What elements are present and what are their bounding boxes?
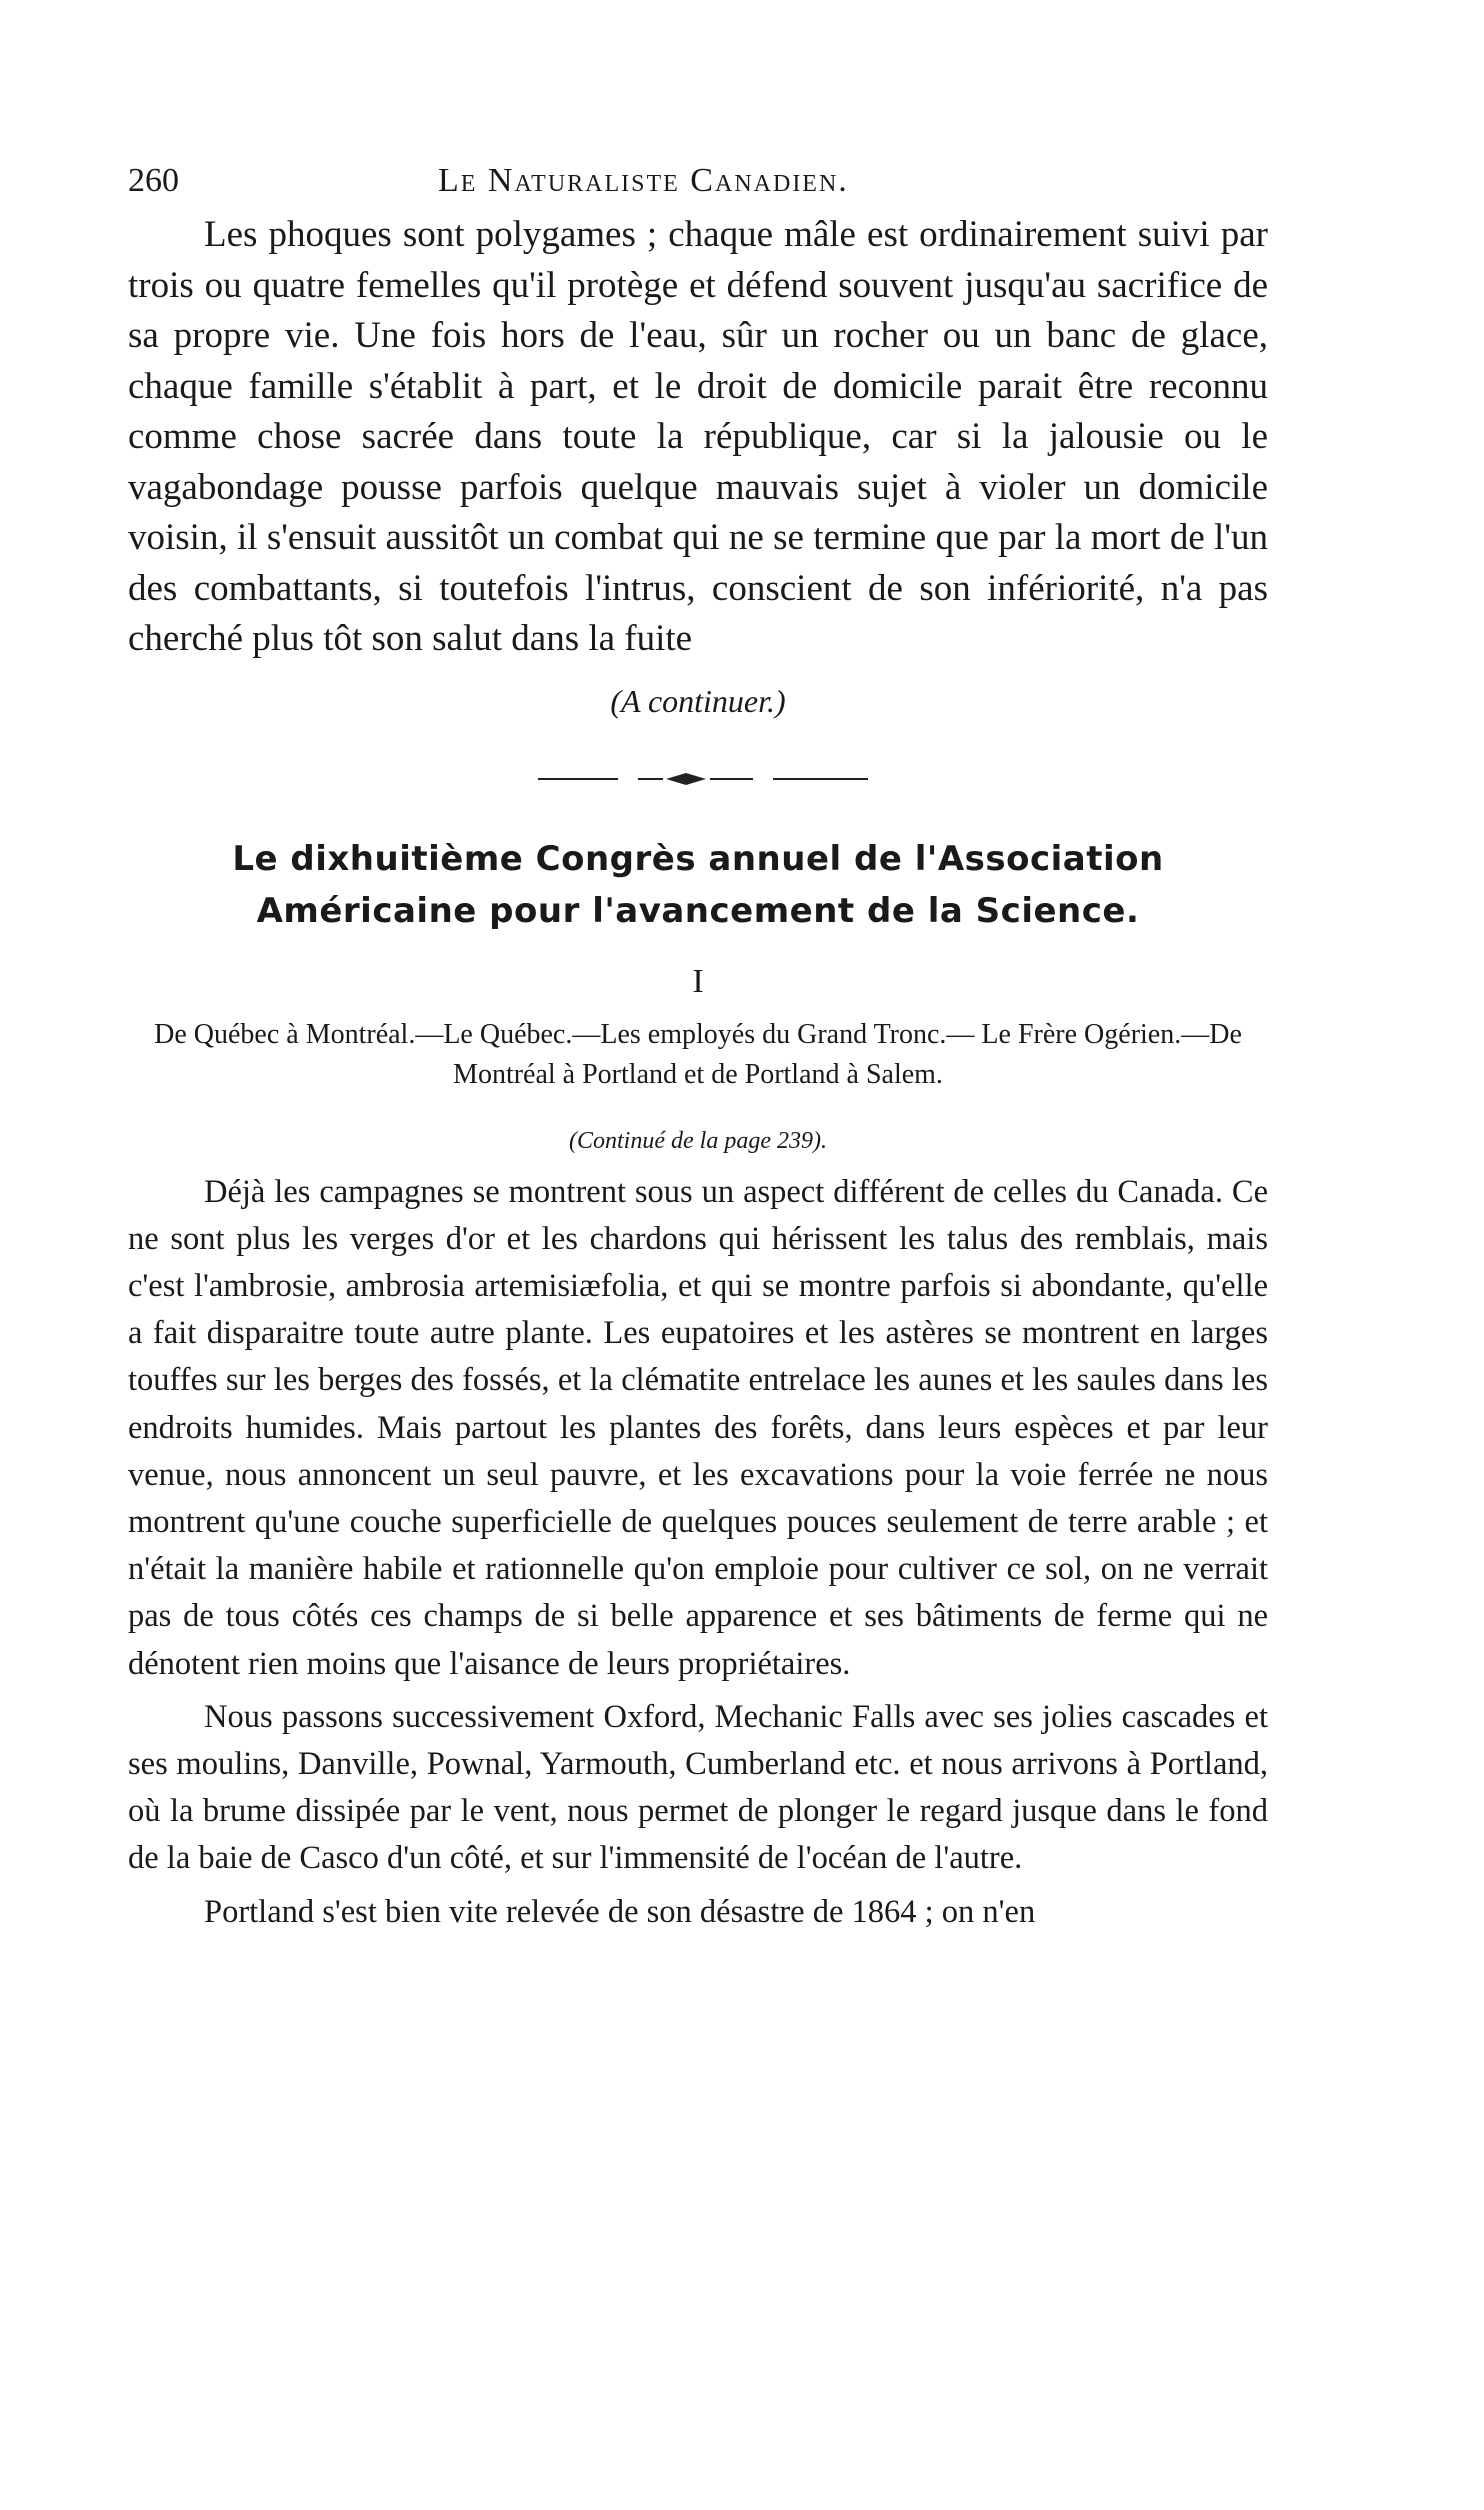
- section-number: I: [692, 962, 704, 1000]
- continuation-note: (A continuer.): [610, 682, 786, 719]
- divider-ornament-icon: [538, 769, 868, 789]
- article-paragraph: Portland s'est bien vite relevée de son désastre de 1864 ; on n'en: [204, 1893, 1036, 1930]
- article-body: [128, 1169, 1268, 1936]
- page-number: 260: [128, 162, 179, 199]
- section-summary: De Québec à Montréal.—Le Québec.—Les employés du Grand Tronc.— Le Frère Ogérien.—De Montréal à Portland et de Portland à Salem.: [154, 1018, 1242, 1090]
- document-page: [128, 150, 1268, 1936]
- seal-paragraph: Les phoques sont polygames ; chaque mâle est ordinairement suivi par trois ou quatre femelles qu'il protège et défend souvent jusqu'au sacrifice de sa propre vie. Une fois hors de l'eau, sûr un rocher ou un banc de glace, chaque famille s'établit à part, et le droit de domicile parait être reconnu comme chose sacrée dans toute la république, car si la jalousie ou le vagabondage pousse parfois quelque mauvais sujet à violer un domicile voisin, il s'ensuit aussitôt un combat qui ne se termine que par la mort de l'un des combattants, si toutefois l'intrus, conscient de son infériorité, n'a pas cherché plus tôt son salut dans la fuite: [128, 214, 1268, 659]
- article-title: Le dixhuitième Congrès annuel de l'Association Américaine pour l'avancement de la Science.: [232, 838, 1164, 931]
- running-header: [128, 150, 1268, 210]
- journal-title: Le Naturaliste Canadien.: [438, 162, 849, 199]
- section-divider-ornament: [128, 751, 1268, 811]
- article-paragraph: Déjà les campagnes se montrent sous un aspect différent de celles du Canada. Ce ne sont plus les verges d'or et les chardons qui hérissent les talus des remblais, mais c'est l'ambrosie, ambrosia artemisiæfolia, et qui se montre parfois si abondante, qu'elle a fait disparaitre toute autre plante. Les eupatoires et les astères se montrent en larges touffes sur les berges des fossés, et la clématite entrelace les aunes et les saules dans les endroits humides. Mais partout les plantes des forêts, dans leurs espèces et par leur venue, nous annoncent un seul pauvre, et les excavations pour la voie ferrée ne nous montrent qu'une couche superficielle de quelques pouces seulement de terre arable ; et n'était la manière habile et rationnelle qu'on emploie pour cultiver ce sol, on ne verrait pas de tous côtés ces champs de si belle apparence et ses bâtiments de ferme qui ne dénotent rien moins que l'aisance de leurs propriétaires.: [128, 1173, 1268, 1682]
- continued-from-note: (Continué de la page 239).: [569, 1127, 827, 1154]
- article-paragraph: Nous passons successivement Oxford, Mechanic Falls avec ses jolies cascades et ses moulins, Danville, Pownal, Yarmouth, Cumberland etc. et nous arrivons à Portland, où la brume dissipée par le vent, nous permet de plonger le regard jusque dans le fond de la baie de Casco d'un côté, et sur l'immensité de l'océan de l'autre.: [128, 1698, 1268, 1877]
